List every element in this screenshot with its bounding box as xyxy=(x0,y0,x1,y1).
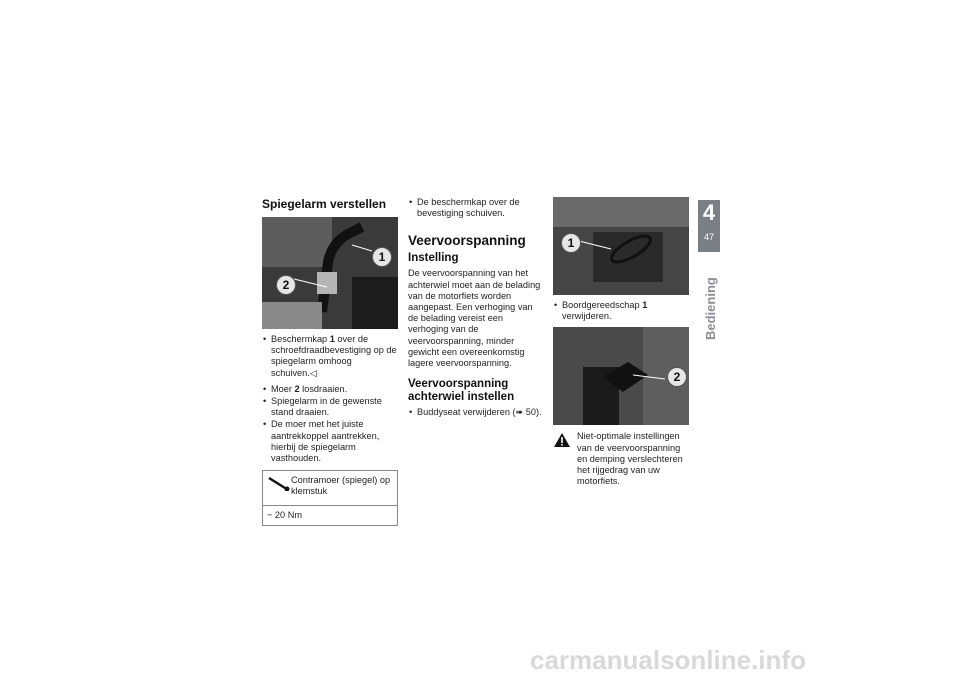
subheading-instelling: Instelling xyxy=(408,252,459,265)
toolkit-photo xyxy=(553,197,689,295)
watermark: carmanualsonline.info xyxy=(530,645,806,675)
wrench-icon xyxy=(267,475,291,491)
list-item: • Buddyseat verwijderen (➠ 50). xyxy=(409,407,542,418)
list-item: • Boordgereedschap 1 verwijderen. xyxy=(554,300,648,322)
callout-1: 1 xyxy=(372,247,392,267)
list-item: • Beschermkap 1 over de schroefdraadbevestiging op de spiegelarm omhoog schuiven.◁ xyxy=(263,334,397,378)
page-number: 47 xyxy=(703,232,714,242)
list-item: • De beschermkap over de bevestiging schuiven. xyxy=(409,197,520,219)
column-mirror-adjust xyxy=(262,197,398,526)
mirror-steps-list-2 xyxy=(262,384,398,464)
seat-step-list xyxy=(408,407,544,418)
warning-text: Niet-optimale instellingen van de veervoorspanning en demping verslechteren het rijgedrag van uw motorfiets. xyxy=(577,431,683,487)
list-item: • Moer 2 losdraaien. xyxy=(263,383,348,394)
warning-icon xyxy=(553,432,571,448)
toolkit-step-list xyxy=(553,300,689,322)
column-toolkit xyxy=(553,197,689,487)
list-item: • De moer met het juiste aantrekkoppel aantrekken, hierbij de spiegelarm vasthouden. xyxy=(263,419,380,464)
torque-spec-value: − 20 Nm xyxy=(267,510,302,521)
section-heading-mirror: Spiegelarm verstellen xyxy=(262,197,387,211)
preload-paragraph: De veervoorspanning van het achterwiel moet aan de belading van de motorfiets worden aangepast. Een verhoging van de belading vereist een verhoging van de veervoorspanning, minder gewicht een overeenkomstig lagere veervoorspanning. xyxy=(408,268,541,369)
list-item: • Spiegelarm in de gewenste stand draaien. xyxy=(263,396,382,418)
chapter-tab xyxy=(698,200,720,252)
callout-1: 1 xyxy=(561,233,581,253)
mirror-steps-list xyxy=(262,334,398,379)
cover-step-list xyxy=(408,197,544,219)
subheading-rear-preload: Veervoorspanning achterwiel instellen xyxy=(408,378,515,404)
chapter-number: 4 xyxy=(702,200,716,225)
warning-block xyxy=(553,431,689,487)
main-heading: Veervoorspanning xyxy=(408,233,526,249)
callout-2: 2 xyxy=(667,367,687,387)
torque-spec-label: Contramoer (spiegel) op klemstuk xyxy=(291,475,391,497)
preload-knob-photo xyxy=(553,327,689,425)
mirror-arm-photo xyxy=(262,217,398,329)
mirror-arm-illustration xyxy=(262,217,398,329)
column-spring-preload xyxy=(408,197,544,423)
torque-spec-box xyxy=(262,470,398,526)
callout-2: 2 xyxy=(276,275,296,295)
chapter-label: Bediening xyxy=(703,277,718,340)
